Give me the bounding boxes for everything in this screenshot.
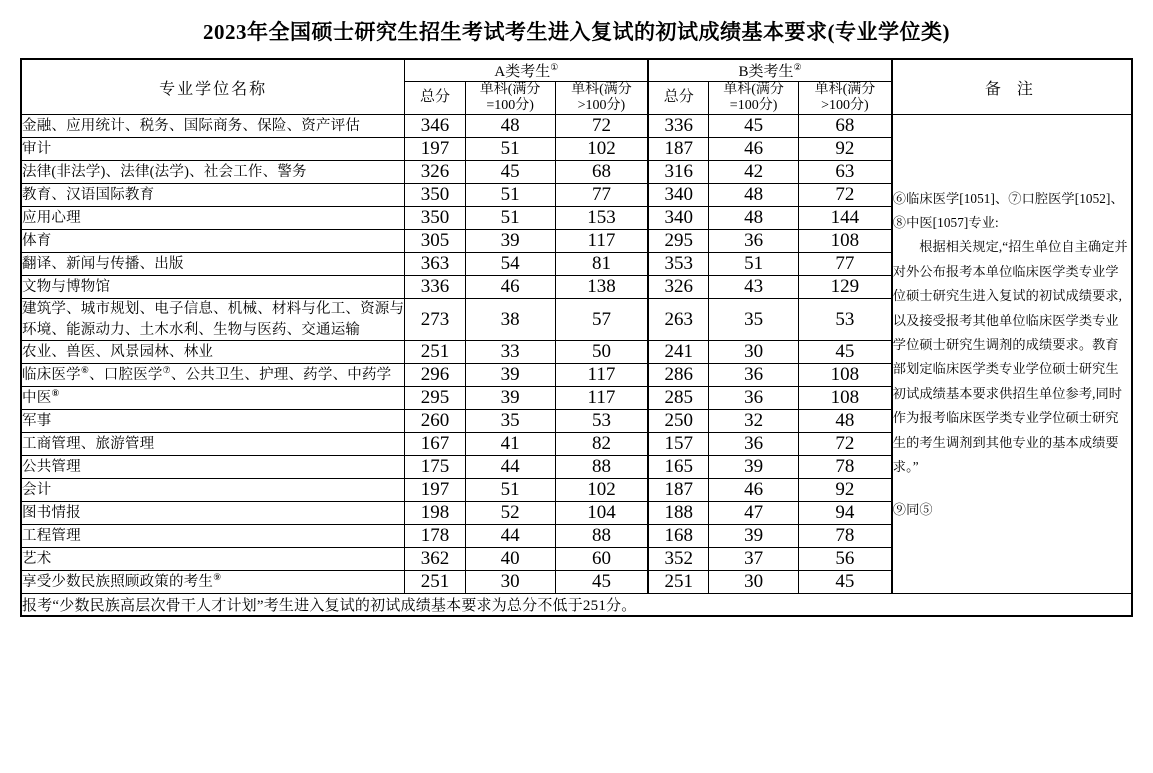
cell-b-total: 336 (648, 115, 708, 138)
header-b-single-gt100 (799, 82, 892, 115)
footer-note: 报考“少数民族高层次骨干人才计划”考生进入复试的初试成绩基本要求为总分不低于251分。 (21, 594, 1132, 617)
cell-b-single-eq100: 35 (709, 299, 799, 341)
header-b-single-gt100-line2: >100分) (821, 98, 869, 114)
header-b-single-gt100-line1: 单科(满分 (814, 82, 876, 97)
header-b-single-eq100 (709, 82, 799, 115)
header-a-single-gt100 (555, 82, 648, 115)
header-row-groups (21, 59, 1132, 82)
cell-a-total: 305 (405, 230, 465, 253)
cell-b-single-eq100: 37 (709, 548, 799, 571)
cell-a-single-eq100: 48 (465, 115, 555, 138)
cell-b-total: 263 (648, 299, 708, 341)
cell-a-total: 251 (405, 571, 465, 594)
cell-a-single-eq100: 51 (465, 207, 555, 230)
header-a-single-eq100-line1: 单科(满分 (479, 82, 541, 97)
cell-b-single-gt100: 72 (799, 184, 892, 207)
cell-a-single-eq100: 44 (465, 525, 555, 548)
cell-a-single-gt100: 60 (555, 548, 648, 571)
cell-b-single-eq100: 36 (709, 230, 799, 253)
cell-a-single-eq100: 39 (465, 387, 555, 410)
cell-b-single-gt100: 78 (799, 456, 892, 479)
row-degree-name: 文物与博物馆 (21, 276, 405, 299)
cell-b-total: 285 (648, 387, 708, 410)
cell-b-single-gt100: 68 (799, 115, 892, 138)
header-group-b-sup: ② (793, 62, 802, 72)
header-group-b-label: B类考生 (738, 64, 794, 80)
cell-b-total: 241 (648, 341, 708, 364)
cell-b-single-gt100: 53 (799, 299, 892, 341)
row-degree-name: 教育、汉语国际教育 (21, 184, 405, 207)
cell-a-single-gt100: 88 (555, 525, 648, 548)
cell-a-total: 167 (405, 433, 465, 456)
cell-b-total: 165 (648, 456, 708, 479)
cell-a-total: 197 (405, 138, 465, 161)
cell-b-total: 187 (648, 138, 708, 161)
cell-b-total: 157 (648, 433, 708, 456)
table-foot (21, 594, 1132, 617)
remarks-cell (892, 115, 1132, 594)
cell-a-single-eq100: 40 (465, 548, 555, 571)
cell-b-single-eq100: 36 (709, 364, 799, 387)
cell-a-single-eq100: 35 (465, 410, 555, 433)
cell-b-single-gt100: 77 (799, 253, 892, 276)
cell-a-total: 346 (405, 115, 465, 138)
cell-b-total: 340 (648, 184, 708, 207)
header-a-single-eq100-line2: =100分) (486, 98, 534, 114)
cell-a-total: 175 (405, 456, 465, 479)
row-degree-name: 享受少数民族照顾政策的考生⑨ (21, 571, 405, 594)
cell-a-single-gt100: 57 (555, 299, 648, 341)
row-degree-name: 审计 (21, 138, 405, 161)
row-degree-name: 临床医学⑥、口腔医学⑦、公共卫生、护理、药学、中药学 (21, 364, 405, 387)
cell-b-total: 316 (648, 161, 708, 184)
row-degree-name: 军事 (21, 410, 405, 433)
row-degree-name: 翻译、新闻与传播、出版 (21, 253, 405, 276)
cell-b-total: 188 (648, 502, 708, 525)
header-b-single-eq100-line2: =100分) (729, 98, 778, 114)
cell-b-total: 168 (648, 525, 708, 548)
header-remarks: 备 注 (892, 59, 1132, 115)
row-degree-name: 应用心理 (21, 207, 405, 230)
cell-b-single-gt100: 94 (799, 502, 892, 525)
cell-a-single-gt100: 88 (555, 456, 648, 479)
cell-a-single-eq100: 51 (465, 184, 555, 207)
cell-a-single-gt100: 45 (555, 571, 648, 594)
cell-b-single-eq100: 36 (709, 387, 799, 410)
row-degree-name: 艺术 (21, 548, 405, 571)
cell-b-single-gt100: 108 (799, 387, 892, 410)
cell-a-total: 363 (405, 253, 465, 276)
footnote-marker: ⑥ (80, 365, 90, 376)
cell-b-total: 353 (648, 253, 708, 276)
cell-b-single-gt100: 108 (799, 364, 892, 387)
cell-a-single-gt100: 53 (555, 410, 648, 433)
cell-a-single-eq100: 39 (465, 230, 555, 253)
cell-b-single-eq100: 32 (709, 410, 799, 433)
cell-b-single-gt100: 92 (799, 138, 892, 161)
cell-b-single-eq100: 42 (709, 161, 799, 184)
footer-row (21, 594, 1132, 617)
cell-b-single-eq100: 47 (709, 502, 799, 525)
cell-a-total: 326 (405, 161, 465, 184)
cell-a-single-gt100: 77 (555, 184, 648, 207)
cell-b-single-gt100: 45 (799, 571, 892, 594)
row-degree-name: 图书情报 (21, 502, 405, 525)
cell-a-single-gt100: 104 (555, 502, 648, 525)
footnote-marker: ⑧ (51, 388, 60, 399)
cell-b-single-gt100: 78 (799, 525, 892, 548)
cell-a-single-gt100: 138 (555, 276, 648, 299)
cell-b-single-gt100: 72 (799, 433, 892, 456)
cell-a-total: 350 (405, 184, 465, 207)
header-b-total: 总分 (648, 82, 708, 115)
header-a-single-eq100 (465, 82, 555, 115)
cell-a-total: 336 (405, 276, 465, 299)
cell-a-single-gt100: 82 (555, 433, 648, 456)
cell-a-single-gt100: 102 (555, 138, 648, 161)
remarks-last: ⑨同⑤ (892, 501, 933, 517)
remarks-body: 根据相关规定,“招生单位自主确定并对外公布报考本单位临床医学类专业学位硕士研究生进入复试的初试成绩要求,以及接受报考其他单位临床医学类专业学位硕士研究生调剂的成绩要求。教育部划定临床医学类专业学位硕士研究生初试成绩基本要求供招生单位参考,同时作为报考临床医学类专业学位硕士研究生的考生调剂到其他专业的基本成绩要求。” (892, 239, 1128, 475)
cell-b-total: 326 (648, 276, 708, 299)
cell-a-single-eq100: 45 (465, 161, 555, 184)
cell-a-total: 296 (405, 364, 465, 387)
cell-a-single-eq100: 38 (465, 299, 555, 341)
cell-b-single-gt100: 144 (799, 207, 892, 230)
cell-b-single-eq100: 39 (709, 456, 799, 479)
cell-a-single-eq100: 39 (465, 364, 555, 387)
cell-a-single-gt100: 153 (555, 207, 648, 230)
cell-b-total: 295 (648, 230, 708, 253)
cell-b-single-eq100: 51 (709, 253, 799, 276)
cell-b-single-eq100: 36 (709, 433, 799, 456)
cell-a-single-gt100: 68 (555, 161, 648, 184)
cell-b-total: 286 (648, 364, 708, 387)
cell-a-total: 273 (405, 299, 465, 341)
cell-a-single-gt100: 81 (555, 253, 648, 276)
cell-b-single-gt100: 63 (799, 161, 892, 184)
table-row (21, 115, 1132, 138)
cell-b-total: 340 (648, 207, 708, 230)
cell-a-single-gt100: 117 (555, 387, 648, 410)
cell-a-total: 198 (405, 502, 465, 525)
cell-b-single-eq100: 30 (709, 341, 799, 364)
remarks-line-2: ⑧中医[1057]专业: (892, 214, 999, 230)
row-degree-name: 中医⑧ (21, 387, 405, 410)
header-group-a-label: A类考生 (494, 64, 551, 80)
cell-b-single-gt100: 45 (799, 341, 892, 364)
cell-b-single-gt100: 56 (799, 548, 892, 571)
header-b-single-eq100-line1: 单科(满分 (723, 82, 784, 97)
header-degree-name: 专业学位名称 (21, 59, 405, 115)
header-a-single-gt100-line2: >100分) (577, 98, 626, 114)
cell-b-total: 352 (648, 548, 708, 571)
cell-b-single-gt100: 48 (799, 410, 892, 433)
header-group-a-sup: ① (550, 62, 559, 72)
cell-a-single-eq100: 41 (465, 433, 555, 456)
cell-a-single-eq100: 51 (465, 138, 555, 161)
cell-a-single-eq100: 54 (465, 253, 555, 276)
cell-b-single-eq100: 46 (709, 479, 799, 502)
cell-b-single-eq100: 48 (709, 184, 799, 207)
cell-a-single-gt100: 102 (555, 479, 648, 502)
cell-a-single-gt100: 50 (555, 341, 648, 364)
cell-b-single-eq100: 48 (709, 207, 799, 230)
cell-b-single-eq100: 45 (709, 115, 799, 138)
row-degree-name: 会计 (21, 479, 405, 502)
cell-a-single-eq100: 46 (465, 276, 555, 299)
row-degree-name: 法律(非法学)、法律(法学)、社会工作、警务 (21, 161, 405, 184)
row-degree-name: 建筑学、城市规划、电子信息、机械、材料与化工、资源与环境、能源动力、土木水利、生物与医药、交通运输 (21, 299, 405, 341)
cell-a-total: 350 (405, 207, 465, 230)
cell-b-single-eq100: 43 (709, 276, 799, 299)
header-group-a (405, 59, 648, 82)
cell-b-single-gt100: 129 (799, 276, 892, 299)
cell-b-total: 250 (648, 410, 708, 433)
cell-b-single-eq100: 30 (709, 571, 799, 594)
header-group-b (648, 59, 891, 82)
cell-a-single-eq100: 33 (465, 341, 555, 364)
row-degree-name: 金融、应用统计、税务、国际商务、保险、资产评估 (21, 115, 405, 138)
cell-a-total: 197 (405, 479, 465, 502)
cell-b-single-eq100: 39 (709, 525, 799, 548)
cell-b-total: 187 (648, 479, 708, 502)
cell-b-total: 251 (648, 571, 708, 594)
cell-a-single-eq100: 52 (465, 502, 555, 525)
header-a-single-gt100-line1: 单科(满分 (571, 82, 632, 97)
cell-a-total: 362 (405, 548, 465, 571)
row-degree-name: 体育 (21, 230, 405, 253)
cell-a-total: 251 (405, 341, 465, 364)
cell-a-single-eq100: 51 (465, 479, 555, 502)
cell-a-single-gt100: 117 (555, 364, 648, 387)
row-degree-name: 农业、兽医、风景园林、林业 (21, 341, 405, 364)
cell-a-single-eq100: 30 (465, 571, 555, 594)
cell-a-total: 260 (405, 410, 465, 433)
cell-a-single-eq100: 44 (465, 456, 555, 479)
cell-a-total: 178 (405, 525, 465, 548)
row-degree-name: 工商管理、旅游管理 (21, 433, 405, 456)
row-degree-name: 公共管理 (21, 456, 405, 479)
score-requirements-table (20, 58, 1133, 617)
cell-b-single-eq100: 46 (709, 138, 799, 161)
cell-a-single-gt100: 72 (555, 115, 648, 138)
remarks-line-1: ⑥临床医学[1051]、⑦口腔医学[1052]、 (892, 190, 1124, 206)
row-degree-name: 工程管理 (21, 525, 405, 548)
footnote-marker: ⑦ (162, 365, 171, 376)
footnote-marker: ⑨ (213, 572, 222, 583)
cell-a-single-gt100: 117 (555, 230, 648, 253)
table-head (21, 59, 1132, 115)
cell-b-single-gt100: 92 (799, 479, 892, 502)
table-body (21, 115, 1132, 594)
header-a-total: 总分 (405, 82, 465, 115)
cell-b-single-gt100: 108 (799, 230, 892, 253)
page-title: 2023年全国硕士研究生招生考试考生进入复试的初试成绩基本要求(专业学位类) (203, 20, 950, 44)
cell-a-total: 295 (405, 387, 465, 410)
